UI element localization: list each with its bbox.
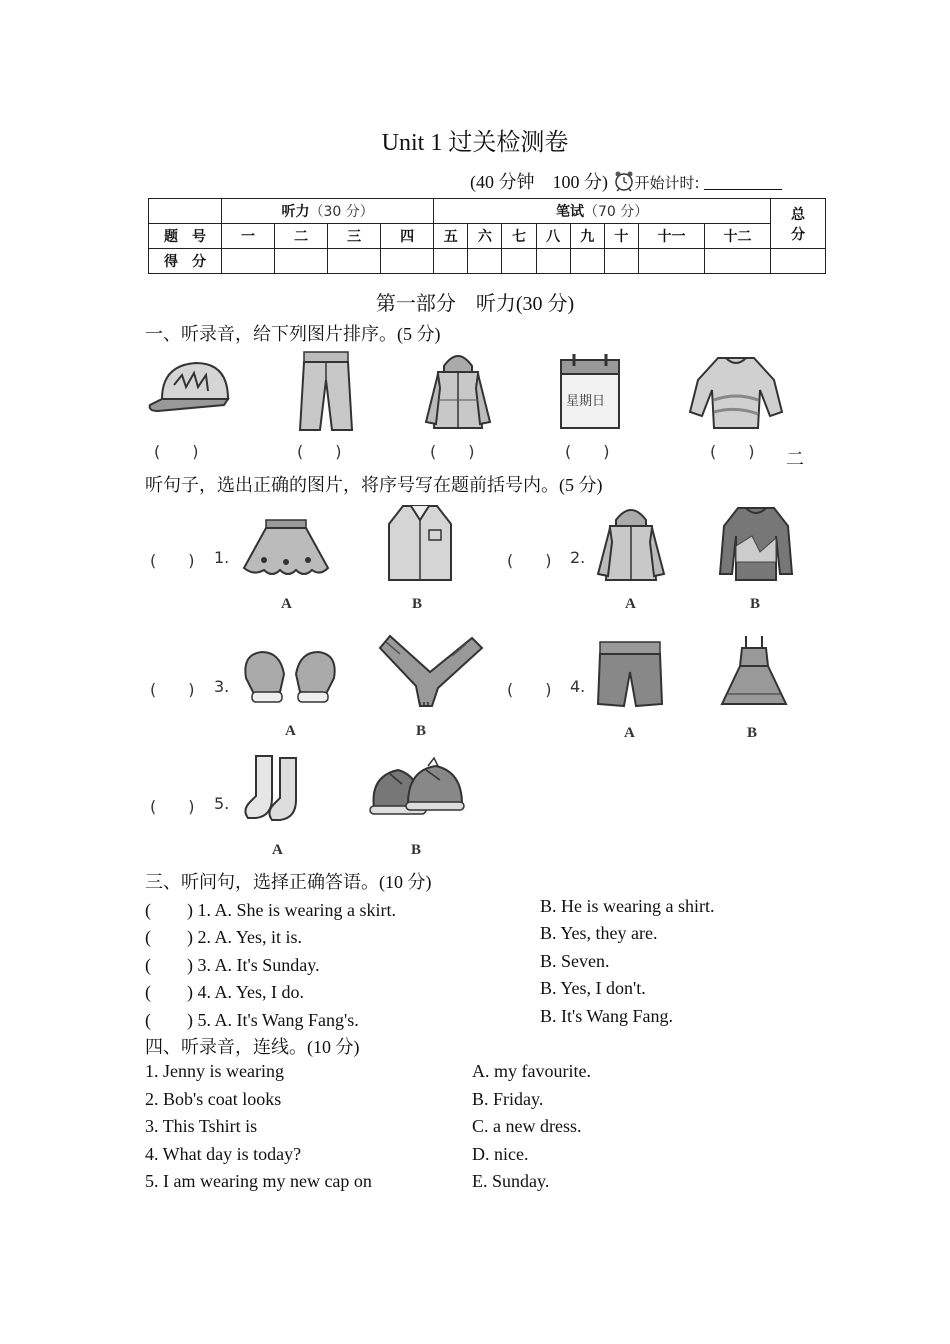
question-number-cell: 十二 xyxy=(704,224,770,249)
section4-right-e: E. Sunday. xyxy=(472,1171,550,1191)
section2-4-label-b: B xyxy=(747,725,758,741)
section2-4-label-a: A xyxy=(624,725,635,741)
calendar-text: 星期日 xyxy=(566,394,606,409)
trousers-image xyxy=(296,350,356,432)
section1-paren-5[interactable]: ( ) xyxy=(710,442,755,461)
section3-q3: ( ) 3. A. It's Sunday. xyxy=(145,955,320,975)
section4-right-b: B. Friday. xyxy=(472,1089,544,1109)
listening-header: 听力（30 分） xyxy=(222,199,434,224)
question-number-cell: 四 xyxy=(381,224,434,249)
score-cell[interactable] xyxy=(328,249,381,274)
section3-heading: 三、听问句，选择正确答语。(10 分) xyxy=(145,872,432,892)
score-cell[interactable] xyxy=(604,249,638,274)
hooded-jacket-image xyxy=(424,348,492,432)
section2-3-label-b: B xyxy=(416,723,427,739)
section4-left-3: 3. This Tshirt is xyxy=(145,1116,258,1136)
shorts-image xyxy=(596,640,664,710)
shoes-image xyxy=(368,752,466,822)
timer-blank[interactable] xyxy=(704,173,782,190)
question-number-cell: 一 xyxy=(222,224,275,249)
score-cell[interactable] xyxy=(536,249,570,274)
score-cell[interactable] xyxy=(468,249,502,274)
score-table xyxy=(148,198,826,274)
score-cell[interactable] xyxy=(222,249,275,274)
section1-paren-4[interactable]: ( ) xyxy=(565,442,610,461)
question-number-cell: 七 xyxy=(502,224,536,249)
score-cell[interactable] xyxy=(638,249,704,274)
section2-1-label-a: A xyxy=(281,596,292,612)
table-corner xyxy=(149,199,222,224)
section4-heading: 四、听录音，连线。(10 分) xyxy=(145,1037,360,1057)
cap-image xyxy=(148,355,232,425)
skirt-image xyxy=(240,516,332,582)
section2-paren-3[interactable]: ( ) xyxy=(150,680,195,699)
section2-num-2: 2. xyxy=(570,548,586,567)
section1-paren-3[interactable]: ( ) xyxy=(430,442,475,461)
section3-q5: ( ) 5. A. It's Wang Fang's. xyxy=(145,1010,359,1030)
question-number-cell: 三 xyxy=(328,224,381,249)
section4-right-c: C. a new dress. xyxy=(472,1116,582,1136)
timer-label: 开始计时: xyxy=(634,174,700,192)
section3-q1-b: B. He is wearing a shirt. xyxy=(540,896,715,916)
section2-5-label-b: B xyxy=(411,842,422,858)
part1-title: 第一部分 听力(30 分) xyxy=(375,293,575,315)
question-number-cell: 五 xyxy=(434,224,468,249)
question-number-cell: 八 xyxy=(536,224,570,249)
section2-3-label-a: A xyxy=(285,723,296,739)
section1-paren-1[interactable]: ( ) xyxy=(154,442,199,461)
section2-number: 二 xyxy=(786,449,804,469)
section4-left-2: 2. Bob's coat looks xyxy=(145,1089,282,1109)
time-limit: (40 分钟 100 分) xyxy=(470,172,608,192)
section2-heading: 听句子，选出正确的图片，将序号写在题前括号内。(5 分) xyxy=(145,475,603,495)
section2-paren-5[interactable]: ( ) xyxy=(150,797,195,816)
section3-q5-b: B. It's Wang Fang. xyxy=(540,1006,673,1026)
sweater-image xyxy=(718,502,794,584)
sweater-image xyxy=(688,350,784,432)
question-number-cell: 九 xyxy=(570,224,604,249)
section2-paren-4[interactable]: ( ) xyxy=(507,680,552,699)
section3-q4: ( ) 4. A. Yes, I do. xyxy=(145,982,305,1002)
question-number-cell: 十 xyxy=(604,224,638,249)
section3-q2-b: B. Yes, they are. xyxy=(540,923,658,943)
question-number-cell: 六 xyxy=(468,224,502,249)
total-score-cell[interactable] xyxy=(771,249,826,274)
number-label: 题 号 xyxy=(149,224,222,249)
alarm-clock-icon xyxy=(613,170,635,197)
dress-image xyxy=(718,632,790,712)
question-number-cell: 十一 xyxy=(638,224,704,249)
section4-right-a: A. my favourite. xyxy=(472,1061,591,1081)
section4-right-d: D. nice. xyxy=(472,1144,529,1164)
section4-left-4: 4. What day is today? xyxy=(145,1144,302,1164)
section2-paren-2[interactable]: ( ) xyxy=(507,551,552,570)
section3-q2: ( ) 2. A. Yes, it is. xyxy=(145,927,303,947)
section2-paren-1[interactable]: ( ) xyxy=(150,551,195,570)
section2-num-1: 1. xyxy=(214,548,230,567)
gloves-image xyxy=(240,648,340,708)
section2-2-label-b: B xyxy=(750,596,761,612)
jacket-image xyxy=(596,502,666,584)
scarf-image xyxy=(376,632,486,708)
score-cell[interactable] xyxy=(502,249,536,274)
score-cell[interactable] xyxy=(704,249,770,274)
question-number-cell: 二 xyxy=(275,224,328,249)
score-cell[interactable] xyxy=(381,249,434,274)
section2-2-label-a: A xyxy=(625,596,636,612)
section4-left-5: 5. I am wearing my new cap on xyxy=(145,1171,372,1191)
section2-num-5: 5. xyxy=(214,794,230,813)
section3-q4-b: B. Yes, I don't. xyxy=(540,978,646,998)
socks-image xyxy=(242,752,308,826)
section3-q3-b: B. Seven. xyxy=(540,951,610,971)
section4-left-1: 1. Jenny is wearing xyxy=(145,1061,284,1081)
shirt-image xyxy=(385,502,455,582)
section1-heading: 一、听录音，给下列图片排序。(5 分) xyxy=(145,324,441,344)
total-header: 总 分 xyxy=(771,199,826,249)
score-cell[interactable] xyxy=(570,249,604,274)
score-cell[interactable] xyxy=(434,249,468,274)
section2-num-3: 3. xyxy=(214,677,230,696)
score-label: 得 分 xyxy=(149,249,222,274)
written-header: 笔试（70 分） xyxy=(434,199,771,224)
time-info xyxy=(470,168,782,197)
section1-paren-2[interactable]: ( ) xyxy=(297,442,342,461)
section2-5-label-a: A xyxy=(272,842,283,858)
section2-num-4: 4. xyxy=(570,677,586,696)
score-cell[interactable] xyxy=(275,249,328,274)
section2-1-label-b: B xyxy=(412,596,423,612)
page-title: Unit 1 过关检测卷 xyxy=(381,130,569,156)
section3-q1: ( ) 1. A. She is wearing a skirt. xyxy=(145,900,396,920)
